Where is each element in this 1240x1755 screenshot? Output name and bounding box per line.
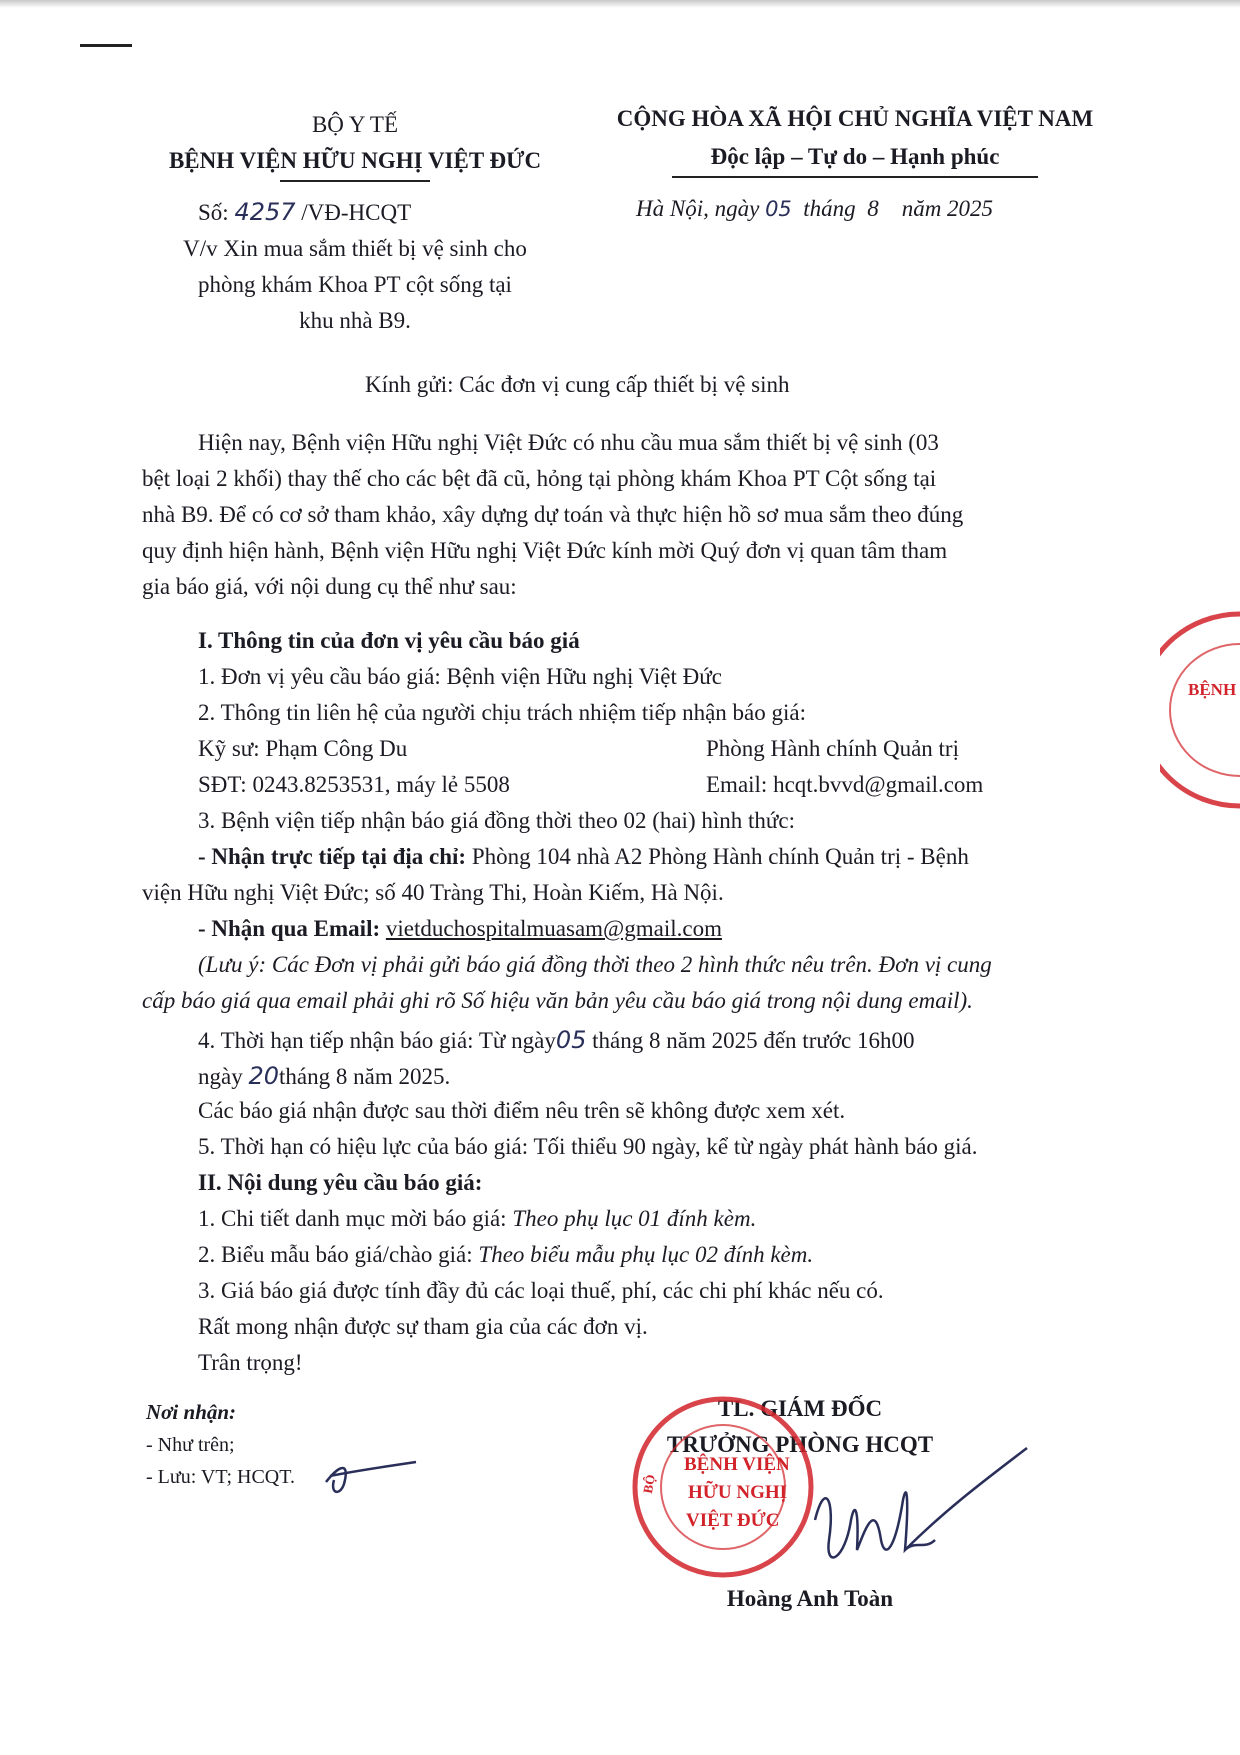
intro-line-4: quy định hiện hành, Bệnh viện Hữu nghị Việt Đức kính mời Quý đơn vị quan tâm tham [142,538,948,563]
section2-item-2 [198,1242,813,1268]
intro-line-1: Hiện nay, Bệnh viện Hữu nghị Việt Đức có nhu cầu mua sắm thiết bị vệ sinh (03 [198,430,939,455]
section1-item-4-line-1 [198,1026,914,1054]
item4-day2-handwritten: 20 [248,1062,280,1090]
hospital-name: BỆNH VIỆN HỮU NGHỊ VIỆT ĐỨC [168,148,542,173]
date-day-handwritten: 05 [765,197,792,221]
scan-edge-shadow [0,0,1240,8]
recipients-title: Nơi nhận: [146,1400,237,1424]
section2-item2-text: 2. Biểu mẫu báo giá/chào giá: [198,1242,479,1267]
number-prefix: Số: [198,200,229,225]
subject-line-3: khu nhà B9. [299,308,411,333]
official-stamp [628,1392,818,1582]
date-place: Hà Nội, ngày [636,196,760,221]
subject-line-2: phòng khám Khoa PT cột sống tại [198,272,512,297]
section1-item-4-line-2 [198,1062,450,1090]
contact-phone: SĐT: 0243.8253531, máy lẻ 5508 [198,772,510,797]
closing-line-2: Trân trọng! [198,1350,303,1375]
date-line [636,196,993,222]
section1-heading: I. Thông tin của đơn vị yêu cầu báo giá [198,628,580,653]
section2-item-1 [198,1206,756,1232]
number-handwritten: 4257 [234,198,296,226]
contact-engineer: Kỹ sư: Phạm Công Du [198,736,408,761]
item4-day-handwritten: 05 [555,1026,587,1054]
national-motto: Độc lập – Tự do – Hạnh phúc [710,144,1000,169]
ministry-name: BỘ Y TẾ [311,112,399,137]
section2-item1-text: 1. Chi tiết danh mục mời báo giá: [198,1206,513,1231]
stamp-line-2: HỮU NGHỊ [688,1482,788,1503]
section1-item-2: 2. Thông tin liên hệ của người chịu trách nhiệm tiếp nhận báo giá: [198,700,806,725]
email-submission-line [198,916,722,942]
section1-item-5: 5. Thời hạn có hiệu lực của báo giá: Tối thiểu 90 ngày, kể từ ngày phát hành báo giá. [198,1134,978,1159]
direct-address-line-1 [198,844,969,870]
number-suffix: /VĐ-HCQT [301,200,412,225]
item4-text-d: tháng 8 năm 2025. [279,1064,451,1089]
corner-mark [80,44,132,47]
document-number [198,198,411,226]
handwritten-signature [795,1440,1035,1590]
note-line-2: cấp báo giá qua email phải ghi rõ Số hiệu văn bản yêu cầu báo giá trong nội dung email). [142,988,973,1013]
date-year: năm 2025 [901,196,994,221]
stamp-line-1: BỆNH VIỆN [684,1454,790,1475]
section1-item-3: 3. Bệnh viện tiếp nhận báo giá đồng thời theo 02 (hai) hình thức: [198,808,795,833]
item4-text-a: 4. Thời hạn tiếp nhận báo giá: Từ ngày [198,1028,556,1053]
intro-line-3: nhà B9. Để có cơ sở tham khảo, xây dựng dự toán và thực hiện hồ sơ mua sắm theo đúng [142,502,964,527]
late-note: Các báo giá nhận được sau thời điểm nêu trên sẽ không được xem xét. [198,1098,846,1123]
intro-line-5: gia báo giá, với nội dung cụ thể như sau: [142,574,517,599]
initial-scribble [320,1440,420,1500]
intro-line-2: bệt loại 2 khối) thay thế cho các bệt đã cũ, hỏng tại phòng khám Khoa PT Cột sống tại [142,466,937,491]
closing-line-1: Rất mong nhận được sự tham gia của các đơn vị. [198,1314,648,1339]
direct-text-1: Phòng 104 nhà A2 Phòng Hành chính Quản trị - Bệnh [466,844,969,869]
date-month: 8 [867,196,879,221]
note-line-1: (Lưu ý: Các Đơn vị phải gửi báo giá đồng thời theo 2 hình thức nêu trên. Đơn vị cung [198,952,992,977]
section2-heading: II. Nội dung yêu cầu báo giá: [198,1170,483,1195]
submission-email-link[interactable]: vietduchospitalmuasam@gmail.com [385,916,722,941]
recipients-line-2: - Lưu: VT; HCQT. [146,1466,295,1488]
section2-item-3: 3. Giá báo giá được tính đầy đủ các loại thuế, phí, các chi phí khác nếu có. [198,1278,884,1303]
country-name: CỘNG HÒA XÃ HỘI CHỦ NGHĨA VIỆT NAM [616,106,1094,131]
direct-address-line-2: viện Hữu nghị Việt Đức; số 40 Tràng Thi, Hoàn Kiếm, Hà Nội. [142,880,724,905]
stamp-line-3: VIỆT ĐỨC [686,1510,780,1531]
stamp-side-text: BỘ [639,1473,658,1495]
recipients-line-1: - Như trên; [146,1434,235,1456]
motto-underline [672,176,1038,178]
hospital-underline [280,180,430,182]
contact-email: Email: hcqt.bvvd@gmail.com [706,772,984,797]
section2-item2-italic: Theo biểu mẫu phụ lục 02 đính kèm. [478,1242,814,1267]
edge-stamp-arc-icon [1160,610,1240,810]
signature-title-2: TRƯỞNG PHÒNG HCQT [666,1432,934,1457]
signer-name: Hoàng Anh Toàn [726,1586,894,1611]
subject-line-1: V/v Xin mua sắm thiết bị vệ sinh cho [183,236,527,261]
direct-label: - Nhận trực tiếp tại địa chỉ: [198,844,467,869]
edge-stamp-text: BỆNH [1188,680,1237,699]
contact-department: Phòng Hành chính Quản trị [706,736,959,761]
signature-title-1: TL. GIÁM ĐỐC [717,1396,883,1421]
edge-stamp [1160,610,1240,810]
salutation: Kính gửi: Các đơn vị cung cấp thiết bị vệ sinh [365,372,790,397]
item4-text-b: tháng 8 năm 2025 đến trước 16h00 [592,1028,915,1053]
date-month-label: tháng [803,196,856,221]
email-label: - Nhận qua Email: [198,916,381,941]
section2-item1-italic: Theo phụ lục 01 đính kèm. [512,1206,757,1231]
item4-text-c: ngày [198,1064,243,1089]
section1-item-1: 1. Đơn vị yêu cầu báo giá: Bệnh viện Hữu nghị Việt Đức [198,664,722,689]
